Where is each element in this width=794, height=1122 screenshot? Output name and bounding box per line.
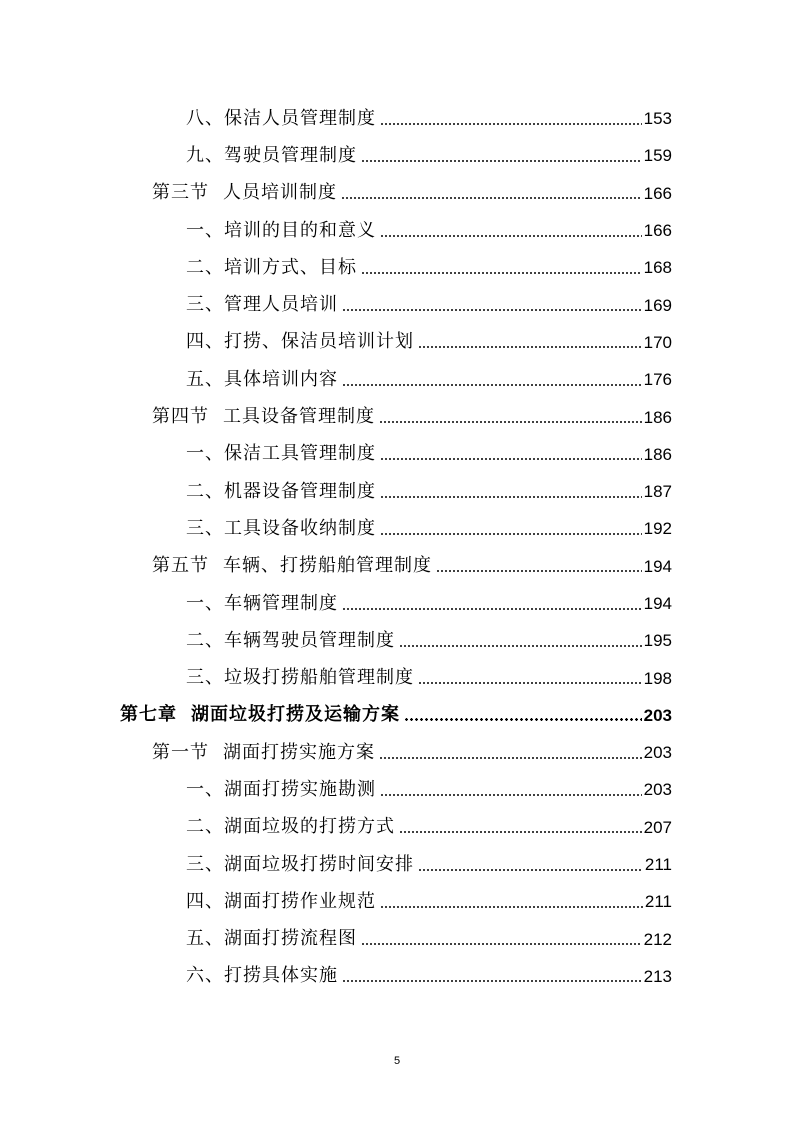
- toc-page-number: 169: [643, 295, 672, 315]
- toc-title: 湖面打捞作业规范: [224, 890, 376, 912]
- toc-page-number: 194: [643, 556, 672, 576]
- toc-entry[interactable]: [186, 818, 672, 836]
- dot-leader: [404, 718, 642, 721]
- toc-page-number: 212: [643, 929, 672, 949]
- toc-page-number: 176: [643, 370, 672, 390]
- toc-number: 二、: [186, 629, 224, 651]
- toc-page-number: 211: [644, 855, 672, 875]
- toc-number: 五、: [186, 368, 224, 390]
- toc-entry[interactable]: [186, 144, 672, 166]
- dot-leader: [380, 794, 642, 796]
- toc-row[interactable]: [0, 548, 794, 585]
- toc-page-number: 159: [643, 146, 672, 166]
- toc-title: 湖面打捞实施方案: [223, 741, 375, 763]
- toc-page-number: 186: [643, 407, 672, 427]
- toc-row[interactable]: [0, 622, 794, 659]
- toc-number: 第七章: [120, 704, 177, 726]
- toc-number: 五、: [186, 928, 224, 950]
- toc-title: 保洁工具管理制度: [224, 443, 376, 465]
- toc-entry[interactable]: [152, 557, 672, 575]
- toc-title: 驾驶员管理制度: [224, 144, 357, 166]
- toc-page-number: 186: [643, 444, 672, 464]
- toc-page-number: 213: [643, 966, 672, 986]
- toc-entry[interactable]: [186, 853, 672, 875]
- toc-entry[interactable]: [186, 107, 672, 129]
- toc-number: 二、: [186, 816, 224, 838]
- toc-row[interactable]: [0, 324, 794, 361]
- toc-page-number: 203: [643, 705, 672, 725]
- dot-leader: [380, 533, 642, 535]
- toc-number: 四、: [186, 331, 224, 353]
- dot-leader: [361, 272, 642, 274]
- toc-row[interactable]: [0, 137, 794, 174]
- toc-title: 保洁人员管理制度: [224, 107, 376, 129]
- dot-leader: [342, 608, 642, 610]
- toc-page-number: 211: [644, 892, 672, 912]
- toc-title: 湖面垃圾打捞时间安排: [224, 853, 414, 875]
- toc-entry[interactable]: [186, 592, 672, 614]
- toc-entry[interactable]: [152, 184, 672, 202]
- dot-leader: [361, 943, 642, 945]
- toc-page-number: 194: [643, 594, 672, 613]
- toc-row[interactable]: [0, 249, 794, 286]
- toc-row[interactable]: [0, 473, 794, 510]
- dot-leader: [399, 831, 642, 833]
- toc-entry[interactable]: [186, 517, 672, 539]
- dot-leader: [379, 757, 642, 759]
- toc-title: 车辆管理制度: [224, 592, 338, 614]
- toc-number: 三、: [186, 667, 224, 689]
- toc-entry[interactable]: [186, 669, 672, 687]
- toc-number: 第五节: [152, 555, 209, 577]
- toc-row[interactable]: [0, 958, 794, 995]
- dot-leader: [380, 906, 643, 908]
- toc-page-number: 195: [643, 631, 672, 651]
- toc-title: 车辆驾驶员管理制度: [224, 629, 395, 651]
- toc-page-number: 153: [643, 109, 672, 129]
- toc-row[interactable]: [0, 212, 794, 249]
- toc-entry[interactable]: [186, 778, 672, 800]
- toc-page-number: 168: [643, 258, 672, 278]
- toc-title: 湖面打捞实施勘测: [224, 778, 376, 800]
- toc-entry[interactable]: [186, 219, 672, 241]
- toc-row[interactable]: [0, 809, 794, 846]
- toc-entry[interactable]: [186, 967, 672, 985]
- toc-page-number: 207: [643, 817, 672, 837]
- table-of-contents: [0, 100, 794, 995]
- toc-title: 垃圾打捞船舶管理制度: [224, 667, 414, 689]
- toc-row[interactable]: [0, 734, 794, 771]
- toc-row[interactable]: [0, 398, 794, 435]
- toc-page-number: 192: [643, 519, 672, 539]
- toc-title: 机器设备管理制度: [224, 480, 376, 502]
- toc-page-number: 187: [643, 482, 672, 502]
- toc-entry[interactable]: [186, 890, 672, 912]
- toc-page-number: 198: [643, 668, 672, 688]
- toc-entry[interactable]: [186, 256, 672, 278]
- toc-number: 一、: [186, 443, 224, 465]
- toc-row[interactable]: [0, 175, 794, 212]
- toc-title: 工具设备收纳制度: [224, 517, 376, 539]
- toc-number: 三、: [186, 853, 224, 875]
- toc-title: 具体培训内容: [224, 368, 338, 390]
- toc-row[interactable]: [0, 286, 794, 323]
- page-number: 5: [393, 1055, 401, 1067]
- toc-page-number: 203: [643, 780, 672, 800]
- toc-entry[interactable]: [152, 408, 672, 426]
- toc-number: 第三节: [152, 182, 209, 204]
- toc-number: 三、: [186, 517, 224, 539]
- toc-row[interactable]: [0, 883, 794, 920]
- toc-row[interactable]: [0, 697, 794, 734]
- toc-number: 四、: [186, 890, 224, 912]
- dot-leader: [380, 496, 642, 498]
- toc-number: 第四节: [152, 406, 209, 428]
- toc-title: 湖面垃圾的打捞方式: [224, 816, 395, 838]
- toc-row[interactable]: [0, 659, 794, 696]
- toc-number: 八、: [186, 107, 224, 129]
- dot-leader: [341, 197, 642, 199]
- toc-page-number: 170: [643, 332, 672, 352]
- toc-number: 一、: [186, 592, 224, 614]
- toc-number: 六、: [186, 965, 224, 987]
- toc-row[interactable]: [0, 100, 794, 137]
- toc-entry[interactable]: [186, 480, 672, 502]
- toc-page-number: 166: [643, 221, 672, 241]
- toc-title: 打捞、保洁员培训计划: [224, 331, 414, 353]
- toc-title: 打捞具体实施: [224, 965, 338, 987]
- toc-entry[interactable]: [186, 930, 672, 948]
- toc-number: 第一节: [152, 741, 209, 763]
- dot-leader: [361, 160, 642, 162]
- toc-title: 培训方式、目标: [224, 256, 357, 278]
- toc-row[interactable]: [0, 846, 794, 883]
- toc-row[interactable]: [0, 921, 794, 958]
- dot-leader: [342, 980, 642, 982]
- toc-number: 一、: [186, 778, 224, 800]
- toc-row[interactable]: [0, 585, 794, 622]
- toc-row[interactable]: [0, 510, 794, 547]
- toc-entry[interactable]: [186, 333, 672, 351]
- toc-title: 人员培训制度: [223, 182, 337, 204]
- toc-number: 九、: [186, 144, 224, 166]
- toc-number: 一、: [186, 219, 224, 241]
- toc-row[interactable]: [0, 771, 794, 808]
- toc-entry[interactable]: [120, 706, 672, 724]
- toc-row[interactable]: [0, 361, 794, 398]
- toc-entry[interactable]: [186, 445, 672, 463]
- toc-entry[interactable]: [186, 296, 672, 314]
- dot-leader: [399, 645, 642, 647]
- toc-title: 湖面打捞流程图: [224, 928, 357, 950]
- toc-title: 车辆、打捞船舶管理制度: [223, 555, 432, 577]
- toc-number: 二、: [186, 256, 224, 278]
- dot-leader: [342, 309, 642, 311]
- dot-leader: [342, 384, 642, 386]
- toc-title: 工具设备管理制度: [223, 406, 375, 428]
- toc-number: 二、: [186, 480, 224, 502]
- toc-entry[interactable]: [186, 629, 672, 651]
- toc-page-number: 166: [643, 183, 672, 203]
- dot-leader: [379, 421, 642, 423]
- dot-leader: [418, 682, 642, 684]
- dot-leader: [418, 869, 643, 871]
- dot-leader: [380, 235, 642, 237]
- toc-title: 管理人员培训: [224, 294, 338, 316]
- toc-row[interactable]: [0, 436, 794, 473]
- toc-title: 培训的目的和意义: [224, 219, 376, 241]
- toc-number: 三、: [186, 294, 224, 316]
- dot-leader: [436, 570, 642, 572]
- toc-entry[interactable]: [152, 741, 672, 763]
- toc-title: 湖面垃圾打捞及运输方案: [191, 704, 400, 726]
- dot-leader: [418, 346, 642, 348]
- dot-leader: [380, 458, 642, 460]
- toc-page-number: 203: [643, 743, 672, 763]
- toc-entry[interactable]: [186, 368, 672, 390]
- dot-leader: [380, 123, 642, 125]
